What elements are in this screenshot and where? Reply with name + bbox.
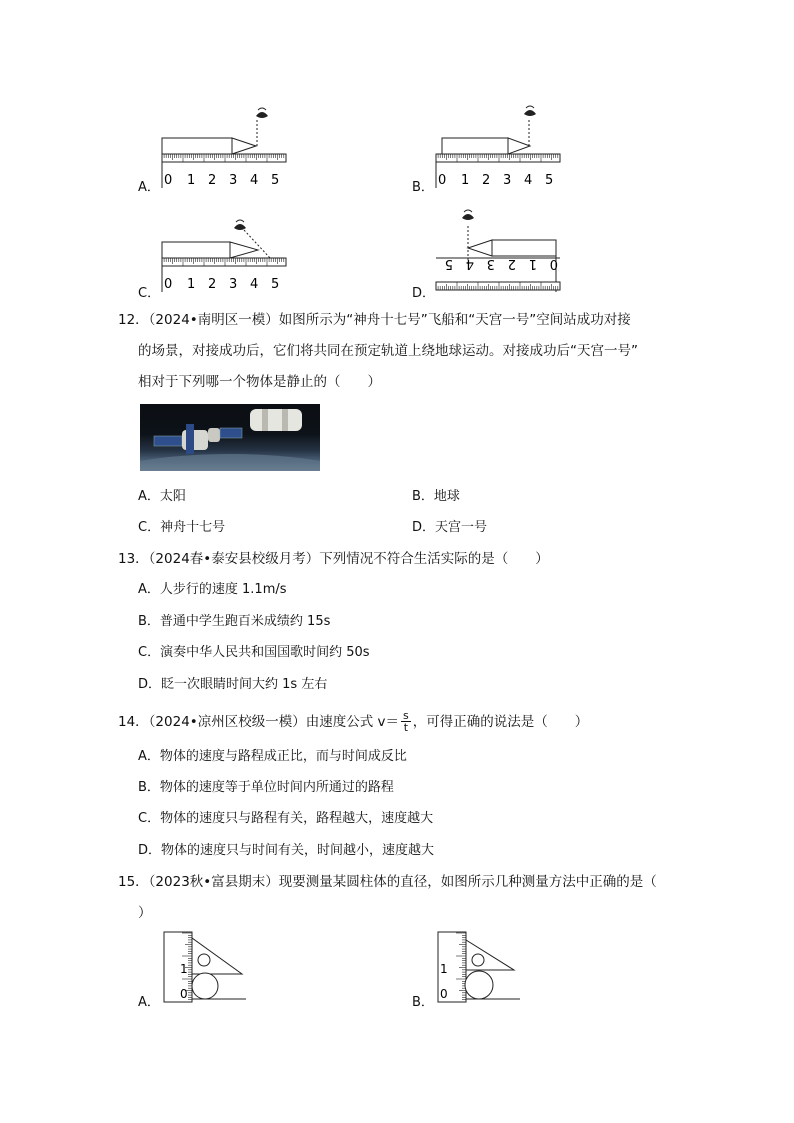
tick-2: 2 xyxy=(208,277,217,292)
q12-option-a: A．太阳 xyxy=(138,489,186,504)
q14-option-d: D．物体的速度只与时间有关，时间越小，速度越大 xyxy=(138,843,435,858)
tick-5: 5 xyxy=(271,277,280,292)
q15-option-b-label: B． xyxy=(412,995,434,1010)
q15-option-a-label: A． xyxy=(138,995,160,1010)
caliper-figure-a xyxy=(160,930,250,1004)
ruler-figure-c xyxy=(158,214,292,296)
option-a-label: A． xyxy=(138,180,160,195)
q14-option-b: B．物体的速度等于单位时间内所通过的路程 xyxy=(138,780,394,795)
q12-option-c: C．神舟十七号 xyxy=(138,520,226,535)
fraction-denominator: t xyxy=(403,721,409,734)
tick-1: 1 xyxy=(440,962,448,976)
ruler-figure-d xyxy=(432,206,566,298)
eye-icon xyxy=(234,220,246,230)
eye-icon xyxy=(462,210,474,220)
tick-1: 1 xyxy=(187,277,196,292)
q14-option-c: C．物体的速度只与路程有关，路程越大，速度越大 xyxy=(138,811,434,826)
tick-3: 3 xyxy=(486,256,495,271)
tick-0: 0 xyxy=(549,256,558,271)
ruler-figure-a xyxy=(158,98,292,190)
q15-stem-line1: 15．（2023秋•富县期末）现要测量某圆柱体的直径，如图所示几种测量方法中正确的是（ xyxy=(118,874,657,890)
fraction-numerator: s xyxy=(403,709,409,722)
tick-0: 0 xyxy=(164,173,173,188)
q13-stem: 13．（2024春•泰安县校级月考）下列情况不符合生活实际的是（ ） xyxy=(118,551,549,567)
tick-1: 1 xyxy=(187,173,196,188)
spacecraft-docking-photo xyxy=(140,404,320,471)
tick-0: 0 xyxy=(438,173,447,188)
q12-option-b: B．地球 xyxy=(412,489,460,504)
q14-stem-before: 14．（2024•凉州区校级一模）由速度公式 v＝ xyxy=(118,713,400,730)
eye-icon xyxy=(256,108,268,118)
space-station-right xyxy=(250,409,302,431)
tick-4: 4 xyxy=(465,256,474,271)
ruler-figure-b xyxy=(432,98,566,190)
speed-formula-fraction xyxy=(401,710,411,733)
tick-5: 5 xyxy=(271,173,280,188)
q12-stem-line2: 的场景，对接成功后，它们将共同在预定轨道上绕地球运动。对接成功后“天宫一号” xyxy=(138,343,638,359)
tick-1: 1 xyxy=(180,962,188,976)
q13-option-b: B．普通中学生跑百米成绩约 15s xyxy=(138,614,331,629)
q15-stem-line2: ） xyxy=(138,905,152,921)
q13-option-c: C．演奏中华人民共和国国歌时间约 50s xyxy=(138,645,370,660)
tick-2: 2 xyxy=(208,173,217,188)
tick-2: 2 xyxy=(482,173,491,188)
tick-4: 4 xyxy=(524,173,533,188)
tick-5: 5 xyxy=(545,173,554,188)
spacecraft-left xyxy=(154,424,242,454)
q13-option-d: D．眨一次眼睛时间大约 1s 左右 xyxy=(138,677,328,692)
option-b-label: B． xyxy=(412,180,434,195)
q14-stem-after: ，可得正确的说法是（ ） xyxy=(412,713,589,730)
q12-stem-line1: 12．（2024•南明区一模）如图所示为“神舟十七号”飞船和“天宫一号”空间站成功对接 xyxy=(118,312,631,328)
option-d-label: D． xyxy=(412,286,436,301)
tick-3: 3 xyxy=(503,173,512,188)
tick-1: 1 xyxy=(461,173,470,188)
q13-option-a: A．人步行的速度 1.1m/s xyxy=(138,582,287,597)
tick-0: 0 xyxy=(440,987,448,1001)
tick-2: 2 xyxy=(507,256,516,271)
tick-5: 5 xyxy=(444,256,453,271)
tick-1: 1 xyxy=(528,256,537,271)
tick-4: 4 xyxy=(250,173,259,188)
caliper-figure-b xyxy=(434,930,524,1004)
tick-0: 0 xyxy=(164,277,173,292)
option-c-label: C． xyxy=(138,286,161,301)
q14-option-a: A．物体的速度与路程成正比，而与时间成反比 xyxy=(138,749,407,764)
tick-3: 3 xyxy=(229,173,238,188)
tick-4: 4 xyxy=(250,277,259,292)
q12-stem-line3: 相对于下列哪一个物体是静止的（ ） xyxy=(138,374,381,390)
q12-option-d: D．天宫一号 xyxy=(412,520,488,535)
tick-3: 3 xyxy=(229,277,238,292)
q14-stem xyxy=(118,710,588,733)
eye-icon xyxy=(524,106,536,116)
tick-0: 0 xyxy=(180,987,188,1001)
